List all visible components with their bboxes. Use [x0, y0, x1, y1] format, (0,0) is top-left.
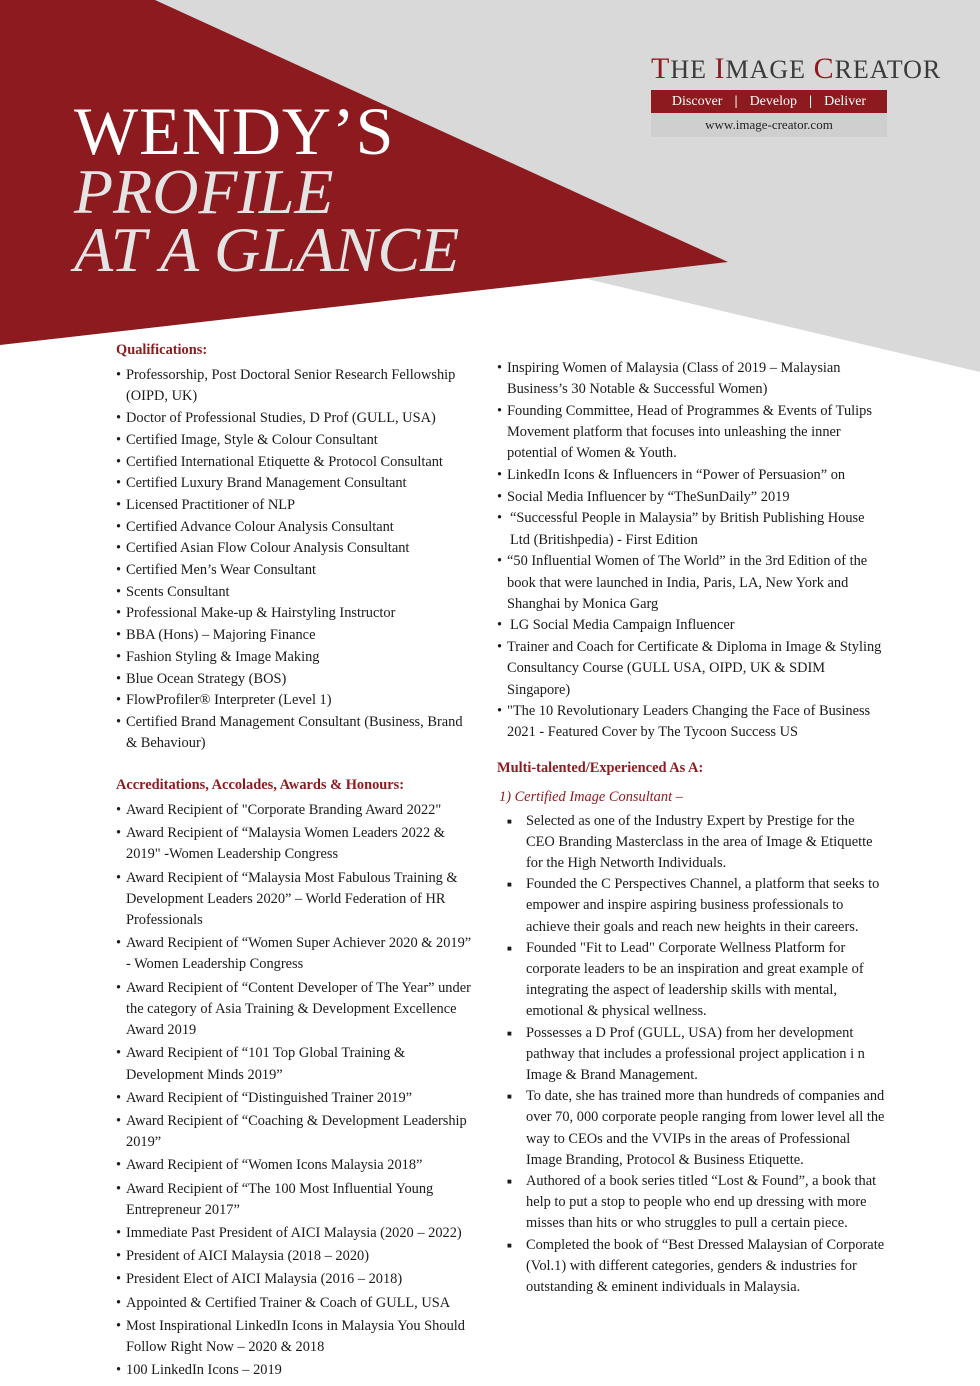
- list-item: • Professorship, Post Doctoral Senior Research Fellowship (OIPD, UK): [116, 365, 476, 407]
- list-item: • Certified Image, Style & Colour Consultant: [116, 430, 476, 451]
- honours-list: [497, 358, 885, 744]
- list-item: • FlowProfiler® Interpreter (Level 1): [116, 690, 476, 711]
- tagline-separator: |: [734, 93, 738, 109]
- list-item: • Fashion Styling & Image Making: [116, 647, 476, 668]
- list-item: • LinkedIn Icons & Influencers in “Power of Persuasion” on: [497, 465, 885, 486]
- list-item: • Immediate Past President of AICI Malaysia (2020 – 2022): [116, 1223, 476, 1244]
- list-item: • President of AICI Malaysia (2018 – 2020): [116, 1246, 476, 1267]
- tagline-develop: Develop: [749, 93, 797, 109]
- title-line-2: PROFILE: [74, 155, 334, 227]
- list-item: • Inspiring Women of Malaysia (Class of 2019 – Malaysian Business’s 30 Notable & Successful Women): [497, 358, 885, 400]
- page-title: [74, 93, 460, 286]
- list-item: • Licensed Practitioner of NLP: [116, 495, 476, 516]
- list-item: • Certified Luxury Brand Management Consultant: [116, 473, 476, 494]
- list-item: • Award Recipient of “Women Super Achiever 2020 & 2019” - Women Leadership Congress: [116, 933, 476, 975]
- list-item: • Most Inspirational LinkedIn Icons in Malaysia You Should Follow Right Now – 2020 & 2018: [116, 1316, 476, 1358]
- right-column: [497, 358, 885, 1298]
- list-item: ■ Founded the C Perspectives Channel, a platform that seeks to empower and inspire aspiring business professionals to achieve their goals and reach new heights in their careers.: [505, 874, 885, 938]
- list-item: • Award Recipient of “Content Developer of The Year” under the category of Asia Training & Development Excellence Award 2019: [116, 978, 476, 1042]
- accreditations-list: [116, 800, 476, 1381]
- list-item: • Scents Consultant: [116, 582, 476, 603]
- list-item: ■ Selected as one of the Industry Expert by Prestige for the CEO Branding Masterclass in the area of Image & Etiquette for the High Networth Individuals.: [505, 811, 885, 875]
- list-item: • Doctor of Professional Studies, D Prof (GULL, USA): [116, 408, 476, 429]
- list-item: • Award Recipient of “Malaysia Women Leaders 2022 & 2019" -Women Leadership Congress: [116, 823, 476, 865]
- list-item: • BBA (Hons) – Majoring Finance: [116, 625, 476, 646]
- brand-tagline: [651, 90, 887, 113]
- list-item: • Social Media Influencer by “TheSunDaily” 2019: [497, 487, 885, 508]
- list-item: • Founding Committee, Head of Programmes & Events of Tulips Movement platform that focuses into unleashing the inner potential of Women & Youth.: [497, 401, 885, 465]
- list-item: ■ Authored of a book series titled “Lost & Found”, a book that help to put a stop to people who end up dressing with more misses than hits or who struggles to pull a certain piece.: [505, 1171, 885, 1235]
- list-item: • LG Social Media Campaign Influencer: [497, 615, 885, 636]
- multi-talented-heading: Multi-talented/Experienced As A:: [497, 760, 704, 777]
- consultant-list: [497, 811, 885, 1299]
- list-item: • Appointed & Certified Trainer & Coach of GULL, USA: [116, 1293, 476, 1314]
- list-item: • President Elect of AICI Malaysia (2016 – 2018): [116, 1269, 476, 1290]
- list-item: • Certified Asian Flow Colour Analysis Consultant: [116, 538, 476, 559]
- list-item: • Certified International Etiquette & Protocol Consultant: [116, 452, 476, 473]
- list-item: ■ Founded "Fit to Lead" Corporate Wellness Platform for corporate leaders to be an inspiration and great example of integrating the aspect of leadership skills with mental, emotional & physical wellness.: [505, 938, 885, 1023]
- list-item: • Award Recipient of “The 100 Most Influential Young Entrepreneur 2017”: [116, 1179, 476, 1221]
- list-item: ■ To date, she has trained more than hundreds of companies and over 70, 000 corporate people ranging from lower level all the way to CEOs and the VVIPs in the areas of Professional Image Branding, Protocol & Business Etiquette.: [505, 1086, 885, 1171]
- list-item: • Trainer and Coach for Certificate & Diploma in Image & Styling Consultancy Course (GULL USA, OIPD, UK & SDIM Singapore): [497, 637, 885, 701]
- list-item: • Award Recipient of “101 Top Global Training & Development Minds 2019”: [116, 1043, 476, 1085]
- accreditations-heading: Accreditations, Accolades, Awards & Honours:: [116, 776, 405, 793]
- list-item: • Award Recipient of “Distinguished Trainer 2019”: [116, 1088, 476, 1109]
- brand-url[interactable]: www.image-creator.com: [651, 113, 887, 137]
- certified-consultant-subheading: 1) Certified Image Consultant –: [499, 789, 683, 806]
- left-column: [116, 340, 476, 1383]
- list-item: • “50 Influential Women of The World” in the 3rd Edition of the book that were launched in India, Paris, LA, New York and Shanghai by Monica Garg: [497, 551, 885, 615]
- list-item: • Certified Advance Colour Analysis Consultant: [116, 517, 476, 538]
- list-item: • Certified Men’s Wear Consultant: [116, 560, 476, 581]
- title-line-1: WENDY’S: [74, 93, 395, 169]
- list-item: • Award Recipient of “Coaching & Development Leadership 2019”: [116, 1111, 476, 1153]
- brand-name: THE IMAGE CREATOR: [651, 52, 942, 85]
- tagline-discover: Discover: [671, 93, 723, 109]
- list-item: • "The 10 Revolutionary Leaders Changing the Face of Business 2021 - Featured Cover by The Tycoon Success US: [497, 701, 885, 743]
- list-item: ■ Completed the book of “Best Dressed Malaysian of Corporate (Vol.1) with different categories, genders & industries for outstanding & eminent individuals in Malaysia.: [505, 1235, 885, 1299]
- list-item: ■ Possesses a D Prof (GULL, USA) from her development pathway that includes a professional project application i n Image & Brand Management.: [505, 1023, 885, 1087]
- tagline-deliver: Deliver: [824, 93, 867, 109]
- brand-logo: [651, 52, 942, 137]
- list-item: • “Successful People in Malaysia” by British Publishing House Ltd (Britishpedia) - First Edition: [497, 508, 885, 550]
- list-item: • Professional Make-up & Hairstyling Instructor: [116, 603, 476, 624]
- list-item: • Blue Ocean Strategy (BOS): [116, 669, 476, 690]
- list-item: • Award Recipient of “Malaysia Most Fabulous Training & Development Leaders 2020” – World Federation of HR Professionals: [116, 868, 476, 932]
- qualifications-heading: Qualifications:: [116, 342, 208, 358]
- list-item: • Award Recipient of "Corporate Branding Award 2022": [116, 800, 476, 821]
- list-item: • Award Recipient of “Women Icons Malaysia 2018”: [116, 1155, 476, 1176]
- title-line-3: AT A GLANCE: [74, 214, 460, 286]
- list-item: • 100 LinkedIn Icons – 2019: [116, 1360, 476, 1381]
- list-item: • Certified Brand Management Consultant (Business, Brand & Behaviour): [116, 712, 476, 754]
- tagline-separator: |: [809, 93, 813, 109]
- qualifications-list: [116, 365, 476, 754]
